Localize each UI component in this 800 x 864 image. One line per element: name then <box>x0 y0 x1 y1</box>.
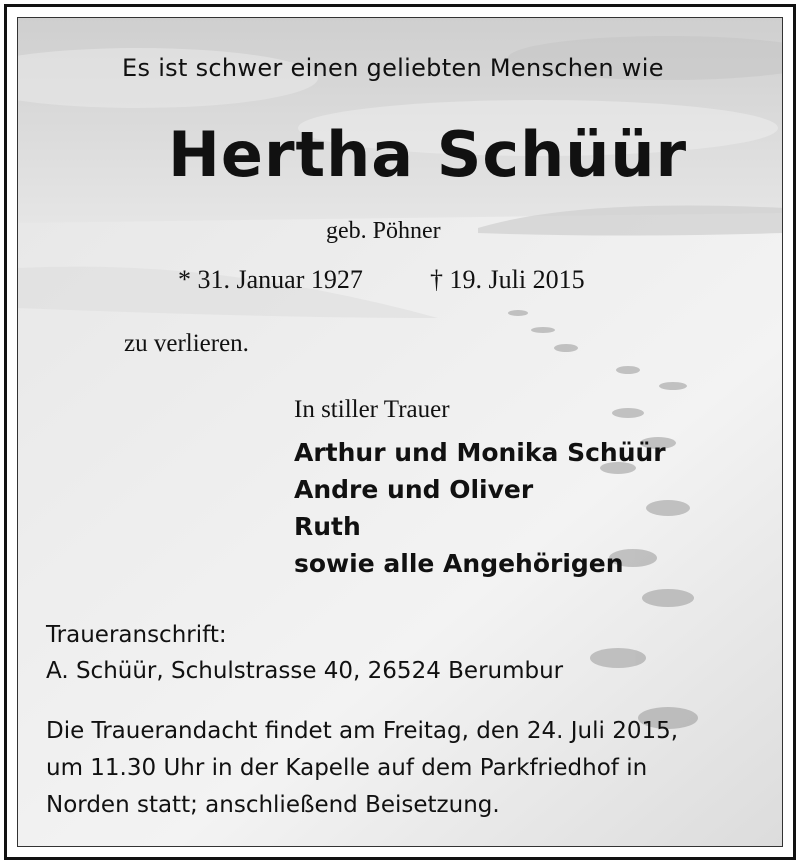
maiden-name: geb. Pöhner <box>326 218 441 244</box>
address-text: A. Schüür, Schulstrasse 40, 26524 Berumbur <box>46 658 564 684</box>
notice-panel <box>17 17 783 847</box>
intro-text: Es ist schwer einen geliebten Menschen wie <box>122 54 664 82</box>
deceased-name: Hertha Schüür <box>168 118 688 191</box>
notice-frame <box>4 4 796 860</box>
mourner-line: Ruth <box>294 512 361 541</box>
address-label: Traueranschrift: <box>46 622 227 648</box>
mourning-intro: In stiller Trauer <box>294 396 450 423</box>
mourner-line: sowie alle Angehörigen <box>294 549 624 578</box>
service-line: um 11.30 Uhr in der Kapelle auf dem Parkfriedhof in <box>46 755 648 781</box>
mourner-line: Arthur und Monika Schüür <box>294 438 666 467</box>
death-date: † 19. Juli 2015 <box>430 265 585 294</box>
service-line: Die Trauerandacht findet am Freitag, den 24. Juli 2015, <box>46 718 679 744</box>
birth-date: * 31. Januar 1927 <box>178 265 363 294</box>
outro-text: zu verlieren. <box>124 330 249 357</box>
service-line: Norden statt; anschließend Beisetzung. <box>46 792 500 818</box>
mourner-line: Andre und Oliver <box>294 475 534 504</box>
